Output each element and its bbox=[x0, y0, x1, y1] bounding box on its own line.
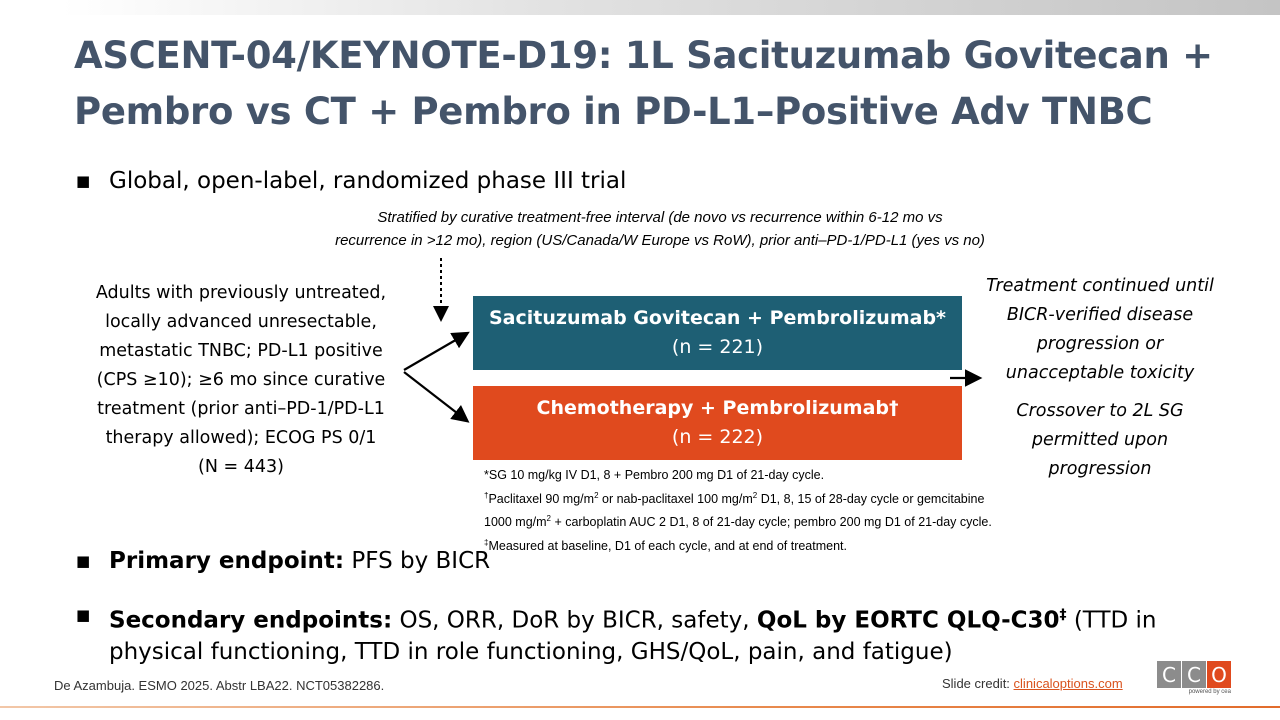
footnote-qol: ‡Measured at baseline, D1 of each cycle, and at end of treatment. bbox=[484, 537, 847, 553]
bottom-accent-line bbox=[0, 706, 1280, 708]
population-description bbox=[66, 279, 416, 482]
arm-n: (n = 222) bbox=[671, 426, 764, 448]
arm-n: (n = 221) bbox=[671, 336, 764, 358]
credit-link[interactable]: clinicaloptions.com bbox=[1013, 676, 1123, 691]
cco-logo bbox=[1157, 661, 1231, 695]
population-line: treatment (prior anti–PD-1/PD-L1 bbox=[97, 399, 385, 419]
arm-name: Chemotherapy + Pembrolizumab† bbox=[536, 397, 899, 419]
outcome-treatment-continued bbox=[968, 272, 1232, 388]
logo-letter: O bbox=[1207, 661, 1231, 688]
outcome-line: Treatment continued until bbox=[986, 276, 1214, 296]
stratification-note bbox=[280, 206, 1040, 252]
bullet-text: Global, open-label, randomized phase III trial bbox=[109, 168, 627, 194]
outcome-line: permitted upon bbox=[1031, 430, 1169, 450]
arm-name: Sacituzumab Govitecan + Pembrolizumab* bbox=[489, 307, 946, 329]
logo-tagline: powered by cea bbox=[1188, 689, 1231, 695]
stratification-line-2: recurrence in >12 mo), region (US/Canada/W Europe vs RoW), prior anti–PD-1/PD-L1 (yes vs no) bbox=[335, 232, 985, 249]
outcome-line: BICR-verified disease bbox=[1006, 305, 1194, 325]
outcome-line: unacceptable toxicity bbox=[1005, 363, 1195, 383]
bullet-square-icon: ■ bbox=[76, 552, 91, 570]
slide-credit: Slide credit: clinicaloptions.com bbox=[942, 676, 1123, 691]
bullet-square-icon: ■ bbox=[76, 606, 91, 624]
footnote-sg: *SG 10 mg/kg IV D1, 8 + Pembro 200 mg D1 of 21-day cycle. bbox=[484, 468, 825, 482]
bullet-text: Primary endpoint: PFS by BICR bbox=[109, 548, 491, 574]
population-line: (N = 443) bbox=[198, 457, 284, 477]
arm-sg-pembro bbox=[473, 296, 962, 370]
logo-letter: C bbox=[1157, 661, 1181, 688]
outcome-line: progression or bbox=[1036, 334, 1164, 354]
title-line-2: Pembro vs CT + Pembro in PD-L1–Positive Adv TNBC bbox=[74, 90, 1153, 133]
title-line-1: ASCENT-04/KEYNOTE-D19: 1L Sacituzumab Govitecan + bbox=[74, 34, 1213, 77]
bullet-square-icon: ■ bbox=[76, 172, 91, 190]
logo-letter: C bbox=[1182, 661, 1206, 688]
population-line: Adults with previously untreated, bbox=[95, 283, 387, 303]
outcome-line: Crossover to 2L SG bbox=[1016, 401, 1184, 421]
population-line: therapy allowed); ECOG PS 0/1 bbox=[105, 428, 377, 448]
footnote-chemo-cont: 1000 $mg/m^2$ + carboplatin AUC 2 D1, 8 of 21-day cycle; pembro 200 mg D1 of 21-day cycle. bbox=[484, 514, 992, 530]
top-gradient-bar bbox=[62, 0, 1280, 15]
outcome-line: progression bbox=[1048, 459, 1152, 479]
stratification-line-1: Stratified by curative treatment-free interval (de novo vs recurrence within 6-12 mo vs bbox=[377, 209, 943, 226]
footnotes bbox=[484, 466, 1104, 556]
arm-chemo-pembro bbox=[473, 386, 962, 460]
population-line: locally advanced unresectable, bbox=[105, 312, 377, 332]
bullet-text: Secondary endpoints: OS, ORR, DoR by BICR, safety, QoL by EORTC QLQ-C30‡ (TTD in physical functioning, TTD in role functioning, GHS/QoL, pain, and fatigue) bbox=[109, 607, 1157, 665]
footnote-chemo: †Paclitaxel 90 $mg/m^2$ or nab-paclitaxel 100 $mg/m^2$ D1, 8, 15 of 28-day cycle or gemcitabine bbox=[484, 490, 985, 506]
population-line: metastatic TNBC; PD-L1 positive bbox=[99, 341, 383, 361]
slide-title bbox=[74, 28, 1254, 140]
citation: De Azambuja. ESMO 2025. Abstr LBA22. NCT05382286. bbox=[54, 678, 385, 693]
population-line: (CPS ≥10); ≥6 mo since curative bbox=[96, 370, 386, 390]
